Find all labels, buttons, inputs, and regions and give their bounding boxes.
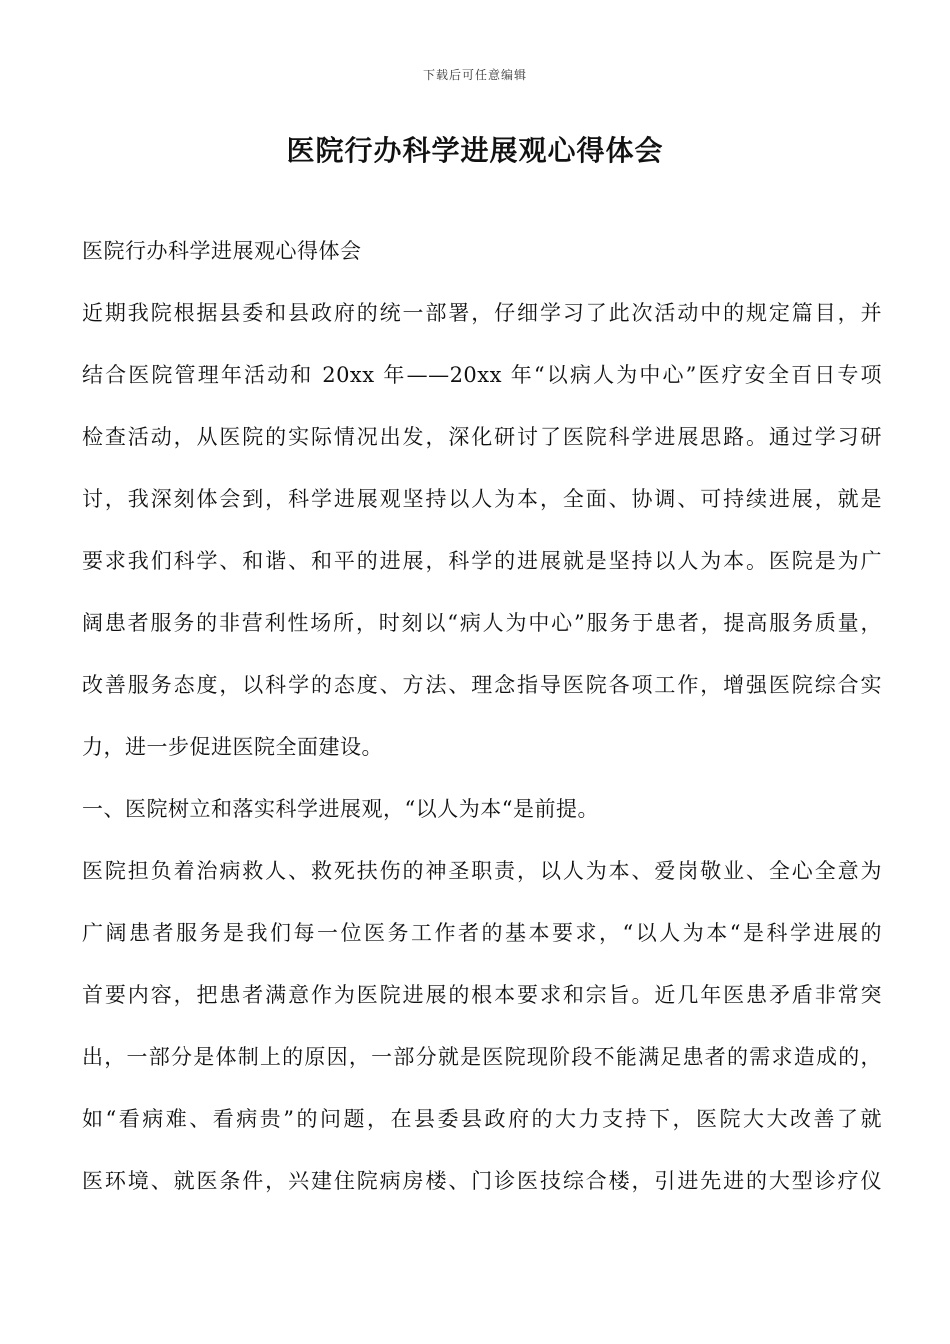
paragraph-line: 阔患者服务的非营利性场所，时刻以“病人为中心”服务于患者，提高服务质量， [82,611,882,635]
paragraph-line: 结合医院管理年活动和 20xx 年——20xx 年“以病人为中心”医疗安全百日专项 [82,363,882,387]
paragraph-line: 出，一部分是体制上的原因，一部分就是医院现阶段不能满足患者的需求造成的， [82,1045,882,1069]
header-note: 下载后可任意编辑 [422,68,527,82]
paragraph-line: 首要内容，把患者满意作为医院进展的根本要求和宗旨。近几年医患矛盾非常突 [82,983,882,1007]
document-title: 医院行办科学进展观心得体会 [286,134,664,167]
paragraph-line: 改善服务态度，以科学的态度、方法、理念指导医院各项工作，增强医院综合实 [82,673,882,697]
paragraph-line: 医院担负着治病救人、救死扶伤的神圣职责，以人为本、爱岗敬业、全心全意为 [82,859,882,883]
paragraph-line: 力，进一步促进医院全面建设。 [82,735,383,759]
document-body [82,220,882,1212]
paragraph-line: 要求我们科学、和谐、和平的进展，科学的进展就是坚持以人为本。医院是为广 [82,549,882,573]
subtitle-line: 医院行办科学进展观心得体会 [82,239,362,263]
section-heading: 一、医院树立和落实科学进展观，“以人为本“是前提。 [82,797,599,821]
paragraph-line: 近期我院根据县委和县政府的统一部署，仔细学习了此次活动中的规定篇目，并 [82,301,882,325]
paragraph-line: 检查活动，从医院的实际情况出发，深化研讨了医院科学进展思路。通过学习研 [82,425,882,449]
paragraph-line: 如“看病难、看病贵”的问题，在县委县政府的大力支持下，医院大大改善了就 [82,1107,882,1131]
paragraph-line: 广阔患者服务是我们每一位医务工作者的基本要求，“以人为本“是科学进展的 [82,921,882,945]
paragraph-line: 讨，我深刻体会到，科学进展观坚持以人为本，全面、协调、可持续进展，就是 [82,487,882,511]
paragraph-line: 医环境、就医条件，兴建住院病房楼、门诊医技综合楼，引进先进的大型诊疗仪 [82,1169,882,1193]
